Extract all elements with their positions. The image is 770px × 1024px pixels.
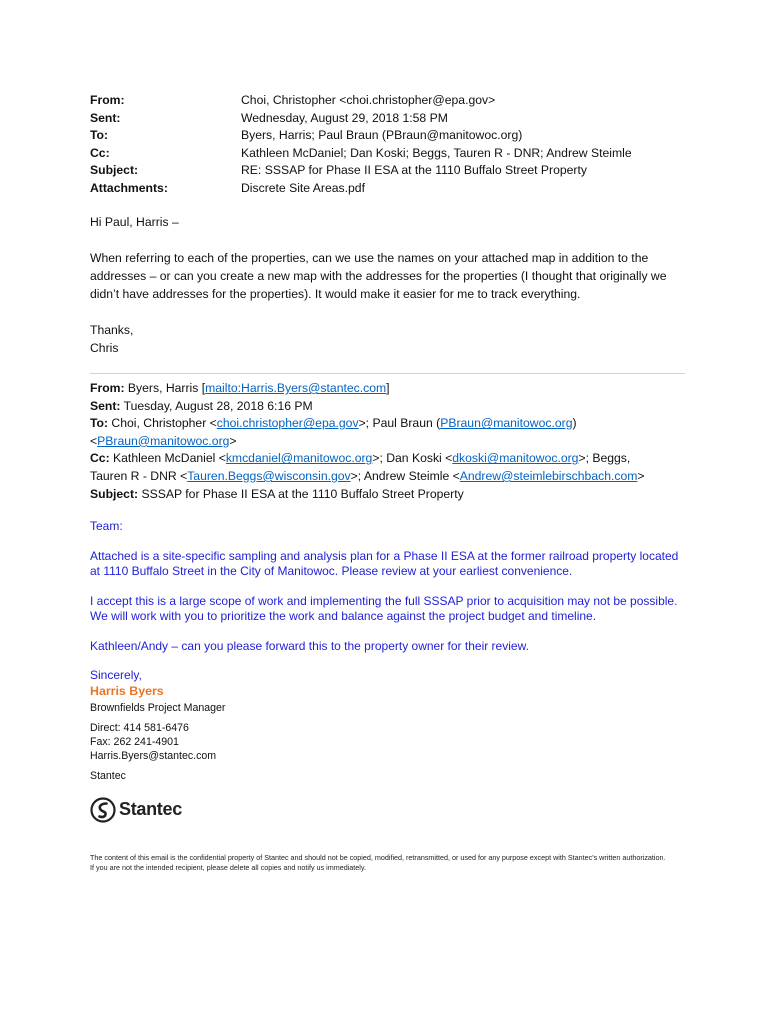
fwd-cc-line [90, 450, 685, 468]
header-label: Sent: [90, 110, 121, 125]
fwd-cc-text: Kathleen McDaniel < [109, 451, 226, 466]
fwd-to-label: To: [90, 416, 109, 431]
header-value: Choi, Christopher <choi.christopher@epa.gov> [241, 93, 496, 107]
header-to-row [90, 127, 685, 145]
fwd-cc-link-mcdaniel[interactable]: kmcdaniel@manitowoc.org [225, 451, 373, 466]
reply-greeting: Hi Paul, Harris – [90, 215, 179, 229]
fwd-from-link[interactable]: mailto:Harris.Byers@stantec.com [205, 381, 387, 395]
signature-fax: Fax: 262 241-4901 [90, 735, 179, 748]
fwd-to-link-braun-2[interactable]: PBraun@manitowoc.org [97, 433, 230, 448]
forwarded-header [90, 380, 685, 503]
email-document [90, 92, 685, 874]
fwd-to-text: Choi, Christopher < [108, 416, 217, 431]
header-label: Attachments: [90, 180, 168, 195]
fwd-cc-link-steimle[interactable]: Andrew@steimlebirschbach.com [459, 468, 638, 483]
signature-company: Stantec [90, 769, 126, 782]
message-sincerely: Sincerely, [90, 668, 142, 683]
fwd-to-text: >; Paul Braun ( [358, 416, 441, 431]
fwd-cc-line-cont [90, 468, 685, 486]
header-cc-row [90, 145, 685, 163]
fwd-from-name: Byers, Harris [ [124, 381, 206, 395]
fwd-cc-text: >; Andrew Steimle < [350, 468, 460, 483]
stantec-logo-icon [90, 797, 116, 823]
fwd-cc-text: Tauren R - DNR < [90, 468, 188, 483]
message-divider [90, 373, 685, 374]
fwd-sent-label: Sent: [90, 398, 121, 413]
fwd-from-label: From: [90, 381, 125, 395]
message-paragraph-1: Attached is a site-specific sampling and analysis plan for a Phase II ESA at the former railroad property located at 1110 Buffalo Street in the City of Manitowoc. Please review at your earliest convenience. [90, 548, 679, 579]
email-header [90, 92, 685, 197]
fwd-sent-line [90, 398, 685, 416]
fwd-from-end: ] [386, 381, 390, 395]
fwd-to-line-cont [90, 433, 685, 451]
message-team: Team: [90, 519, 123, 534]
stantec-logo [90, 797, 685, 823]
message-paragraph-2: I accept this is a large scope of work and implementing the full SSSAP prior to acquisition may not be possible. We will work with you to prioritize the work and balance against the project budget and timeline. [90, 593, 678, 624]
header-label: To: [90, 128, 109, 142]
header-value: RE: SSSAP for Phase II ESA at the 1110 Buffalo Street Property [241, 163, 587, 177]
fwd-cc-text: >; Beggs, [578, 451, 631, 466]
header-label: Subject: [90, 163, 139, 177]
fwd-from-line [90, 380, 685, 398]
stantec-logo-text: Stantec [119, 799, 182, 820]
header-sent-row [90, 110, 685, 128]
reply-signature: Chris [90, 341, 119, 355]
reply-body: When referring to each of the properties, can we use the names on your attached map in addition to the addresses – or can you create a new map with the addresses for the properties (I thought that originally we didn’t have addresses for the properties). It would make it easier for me to track everything. [90, 251, 667, 301]
message-paragraph-3: Kathleen/Andy – can you please forward this to the property owner for their review. [90, 638, 529, 653]
signature-direct: Direct: 414 581-6476 [90, 721, 189, 734]
fwd-to-link-braun[interactable]: PBraun@manitowoc.org [440, 416, 573, 431]
header-value: Kathleen McDaniel; Dan Koski; Beggs, Tauren R - DNR; Andrew Steimle [241, 145, 632, 160]
header-subject-row [90, 162, 685, 180]
header-from-row [90, 92, 685, 110]
header-label: From: [90, 93, 125, 107]
fwd-cc-link-koski[interactable]: dkoski@manitowoc.org [452, 451, 579, 466]
fwd-to-text: ) [572, 416, 577, 431]
fwd-cc-link-beggs[interactable]: Tauren.Beggs@wisconsin.gov [187, 468, 351, 483]
fwd-cc-text: >; Dan Koski < [372, 451, 453, 466]
fwd-to-text: < [90, 433, 98, 448]
header-value: Wednesday, August 29, 2018 1:58 PM [241, 110, 448, 125]
confidentiality-disclaimer: The content of this email is the confidential property of Stantec and should not be copied, modified, retransmitted, or used for any purpose except with Stantec's written authorization. If you are not the intended recipient, please delete all copies and notify us immediately. [90, 852, 666, 873]
header-attachments-row [90, 180, 685, 198]
fwd-to-text: > [229, 433, 237, 448]
fwd-sent-value: Tuesday, August 28, 2018 6:16 PM [120, 398, 313, 413]
signature-title: Brownfields Project Manager [90, 701, 226, 714]
fwd-subject-line [90, 486, 685, 504]
reply-closing: Thanks, [90, 323, 134, 337]
signature-name: Harris Byers [90, 683, 164, 698]
fwd-cc-text: > [637, 468, 645, 483]
fwd-subject-label: Subject: [90, 486, 139, 501]
header-label: Cc: [90, 145, 110, 160]
fwd-subject-value: SSSAP for Phase II ESA at the 1110 Buffalo Street Property [138, 486, 464, 501]
fwd-to-link-choi[interactable]: choi.christopher@epa.gov [216, 416, 359, 431]
signature-email[interactable]: Harris.Byers@stantec.com [90, 749, 217, 762]
header-value: Byers, Harris; Paul Braun (PBraun@manitowoc.org) [241, 128, 523, 142]
fwd-cc-label: Cc: [90, 451, 110, 466]
attachment-name[interactable]: Discrete Site Areas.pdf [241, 180, 365, 195]
fwd-to-line [90, 415, 685, 433]
